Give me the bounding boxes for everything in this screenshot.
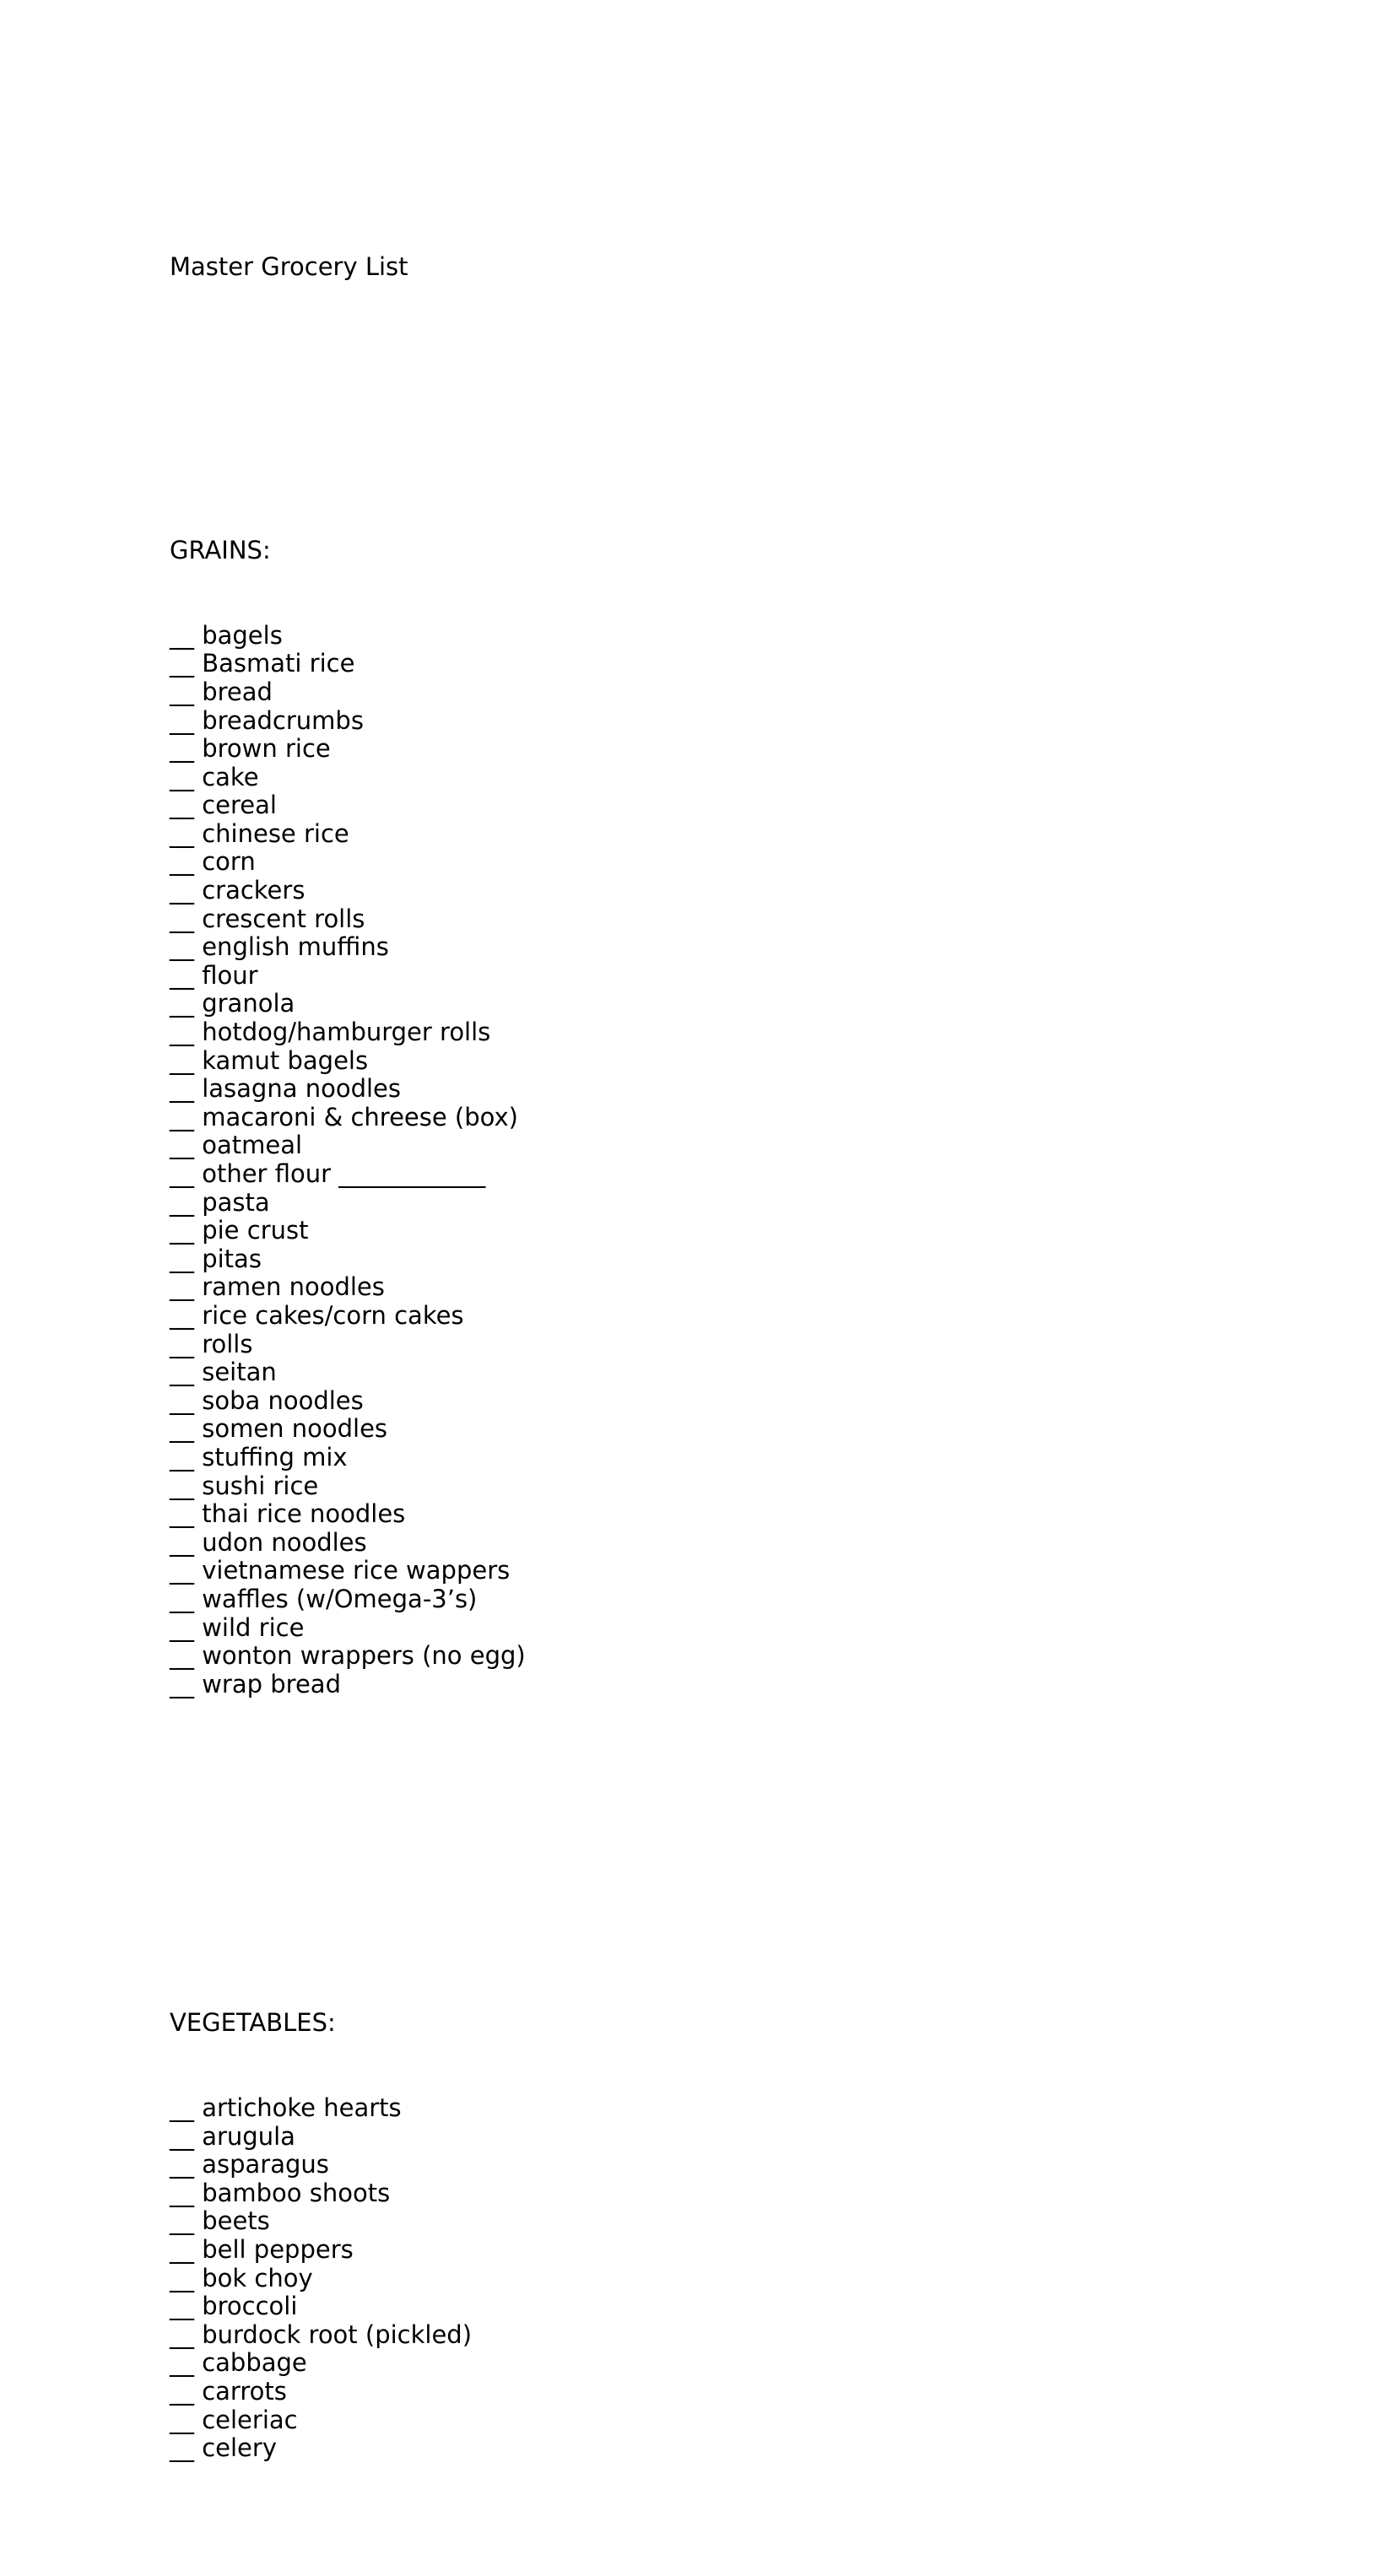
list-item: __ Basmati rice — [170, 649, 355, 678]
section-heading: GRAINS: — [170, 535, 271, 564]
list-item: __ artichoke hearts — [170, 2093, 402, 2122]
list-item: __ asparagus — [170, 2150, 329, 2179]
section-spacer — [170, 1840, 526, 1867]
section-vegetables — [170, 1952, 526, 2519]
list-item: __ bagels — [170, 620, 283, 650]
list-item: __ crackers — [170, 876, 305, 905]
list-item: __ somen noodles — [170, 1414, 388, 1444]
list-item: __ hotdog/hamburger rolls — [170, 1018, 491, 1047]
list-item: __ vietnamese rice wappers — [170, 1556, 511, 1585]
title-spacer — [170, 338, 526, 395]
list-item: __ celeriac — [170, 2405, 298, 2434]
list-item: __ oatmeal — [170, 1131, 303, 1160]
list-item: __ cabbage — [170, 2348, 307, 2378]
list-item: __ rolls — [170, 1329, 253, 1358]
list-item: __ kamut bagels — [170, 1045, 369, 1075]
list-item: __ lasagna noodles — [170, 1074, 401, 1104]
grocery-list — [170, 197, 526, 2576]
section-items — [170, 622, 526, 1699]
list-item: __ brown rice — [170, 734, 331, 764]
list-item: __ broccoli — [170, 2292, 298, 2321]
section-items — [170, 2094, 526, 2463]
list-item: __ udon noodles — [170, 1527, 367, 1557]
list-item: __ pitas — [170, 1244, 262, 1273]
list-item: __ other flour ____________ — [170, 1159, 486, 1188]
list-item: __ sushi rice — [170, 1471, 319, 1500]
list-item: __ thai rice noodles — [170, 1499, 406, 1529]
list-item: __ celery — [170, 2433, 277, 2463]
list-item: __ cake — [170, 762, 259, 791]
list-item: __ granola — [170, 989, 295, 1018]
list-item: __ bread — [170, 677, 273, 706]
list-item: __ bamboo shoots — [170, 2178, 391, 2207]
page-title: Master Grocery List — [170, 252, 408, 282]
list-item: __ arugula — [170, 2121, 295, 2151]
list-item: __ macaroni & chreese (box) — [170, 1102, 518, 1131]
list-item: __ bok choy — [170, 2263, 313, 2292]
list-item: __ bell peppers — [170, 2234, 354, 2264]
list-item: __ burdock root (pickled) — [170, 2319, 473, 2349]
section-heading: VEGETABLES: — [170, 2008, 336, 2038]
list-item: __ pie crust — [170, 1216, 309, 1245]
list-item: __ ramen noodles — [170, 1272, 385, 1302]
list-item: __ waffles (w/Omega-3’s) — [170, 1584, 478, 1613]
list-item: __ flour — [170, 960, 258, 990]
list-item: __ wonton wrappers (no egg) — [170, 1641, 526, 1671]
list-item: __ cereal — [170, 791, 277, 820]
list-item: __ wild rice — [170, 1612, 305, 1642]
list-item: __ crescent rolls — [170, 904, 365, 933]
list-item: __ breadcrumbs — [170, 705, 364, 735]
list-item: __ pasta — [170, 1187, 270, 1217]
list-item: __ corn — [170, 847, 256, 877]
list-item: __ english muffins — [170, 932, 389, 962]
list-item: __ beets — [170, 2206, 270, 2236]
list-item: __ chinese rice — [170, 818, 349, 848]
list-item: __ rice cakes/corn cakes — [170, 1300, 464, 1330]
list-item: __ carrots — [170, 2376, 287, 2406]
list-item: __ stuffing mix — [170, 1442, 348, 1472]
section-grains — [170, 480, 526, 1756]
list-item: __ soba noodles — [170, 1385, 364, 1415]
list-item: __ seitan — [170, 1358, 277, 1387]
list-item: __ wrap bread — [170, 1669, 341, 1698]
